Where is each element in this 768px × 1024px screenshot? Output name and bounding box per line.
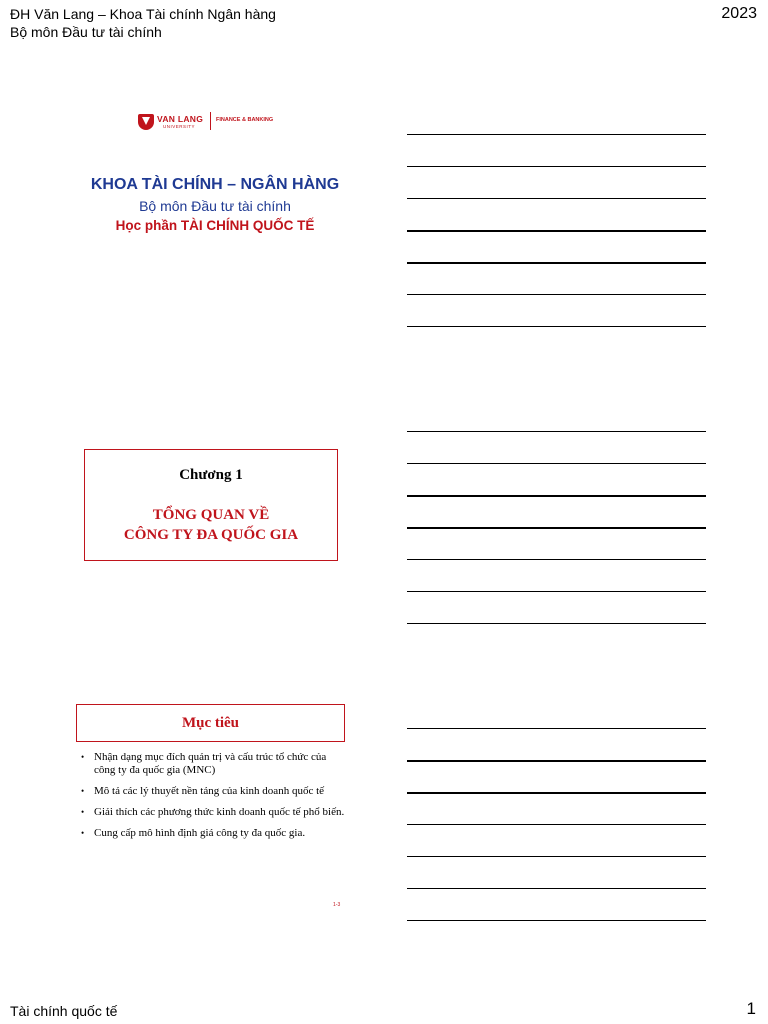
header-year: 2023 — [721, 5, 757, 22]
slide-1-course: Học phần TÀI CHÍNH QUỐC TẾ — [115, 218, 315, 233]
objectives-list — [78, 751, 348, 848]
list-item: • Mô tả các lý thuyết nền tảng của kinh doanh quốc tế — [78, 785, 348, 798]
note-line — [407, 920, 706, 921]
footer-course: Tài chính quốc tế — [10, 1003, 118, 1019]
note-line — [407, 198, 706, 199]
vanlang-logo-icon — [138, 114, 154, 130]
chapter-title-line-2: CÔNG TY ĐA QUỐC GIA — [123, 527, 299, 543]
note-line — [407, 431, 706, 432]
header-line-1: ĐH Văn Lang – Khoa Tài chính Ngân hàng — [10, 6, 276, 22]
objectives-heading: Mục tiêu — [181, 715, 240, 731]
note-line — [407, 591, 706, 592]
footer-page-number: 1 — [746, 999, 756, 1018]
chapter-title-line-1: TỔNG QUAN VỀ — [152, 507, 270, 523]
slide-number: 1-3 — [333, 902, 341, 908]
slide-1-subtitle: Bộ môn Đầu tư tài chính — [139, 198, 291, 214]
note-line — [407, 166, 706, 167]
note-line — [407, 463, 706, 464]
logo-divider — [210, 112, 211, 130]
note-line — [407, 230, 706, 232]
chapter-label: Chương 1 — [179, 467, 243, 483]
list-item: • Cung cấp mô hình định giá công ty đa quốc gia. — [78, 827, 348, 840]
objectives-box — [76, 704, 345, 742]
note-line — [407, 134, 706, 135]
note-line — [407, 559, 706, 560]
list-item: • Giải thích các phương thức kinh doanh quốc tế phổ biến. — [78, 806, 348, 819]
logo-sub: UNIVERSITY — [163, 124, 196, 129]
note-line — [407, 326, 706, 327]
note-line — [407, 760, 706, 762]
vanlang-logo — [138, 112, 298, 132]
note-line — [407, 527, 706, 529]
note-line — [407, 824, 706, 825]
note-line — [407, 728, 706, 729]
logo-name: VAN LANG — [157, 114, 204, 124]
note-line — [407, 888, 706, 889]
header-line-2: Bộ môn Đầu tư tài chính — [10, 24, 162, 40]
logo-dept: FINANCE & BANKING — [216, 117, 274, 123]
note-line — [407, 294, 706, 295]
note-line — [407, 262, 706, 264]
note-line — [407, 495, 706, 497]
note-line — [407, 856, 706, 857]
chapter-box — [84, 449, 338, 561]
note-line — [407, 623, 706, 624]
list-item: • Nhận dạng mục đích quản trị và cấu trúc tổ chức của công ty đa quốc gia (MNC) — [78, 751, 348, 777]
note-line — [407, 792, 706, 794]
slide-1-title: KHOA TÀI CHÍNH – NGÂN HÀNG — [90, 176, 340, 193]
